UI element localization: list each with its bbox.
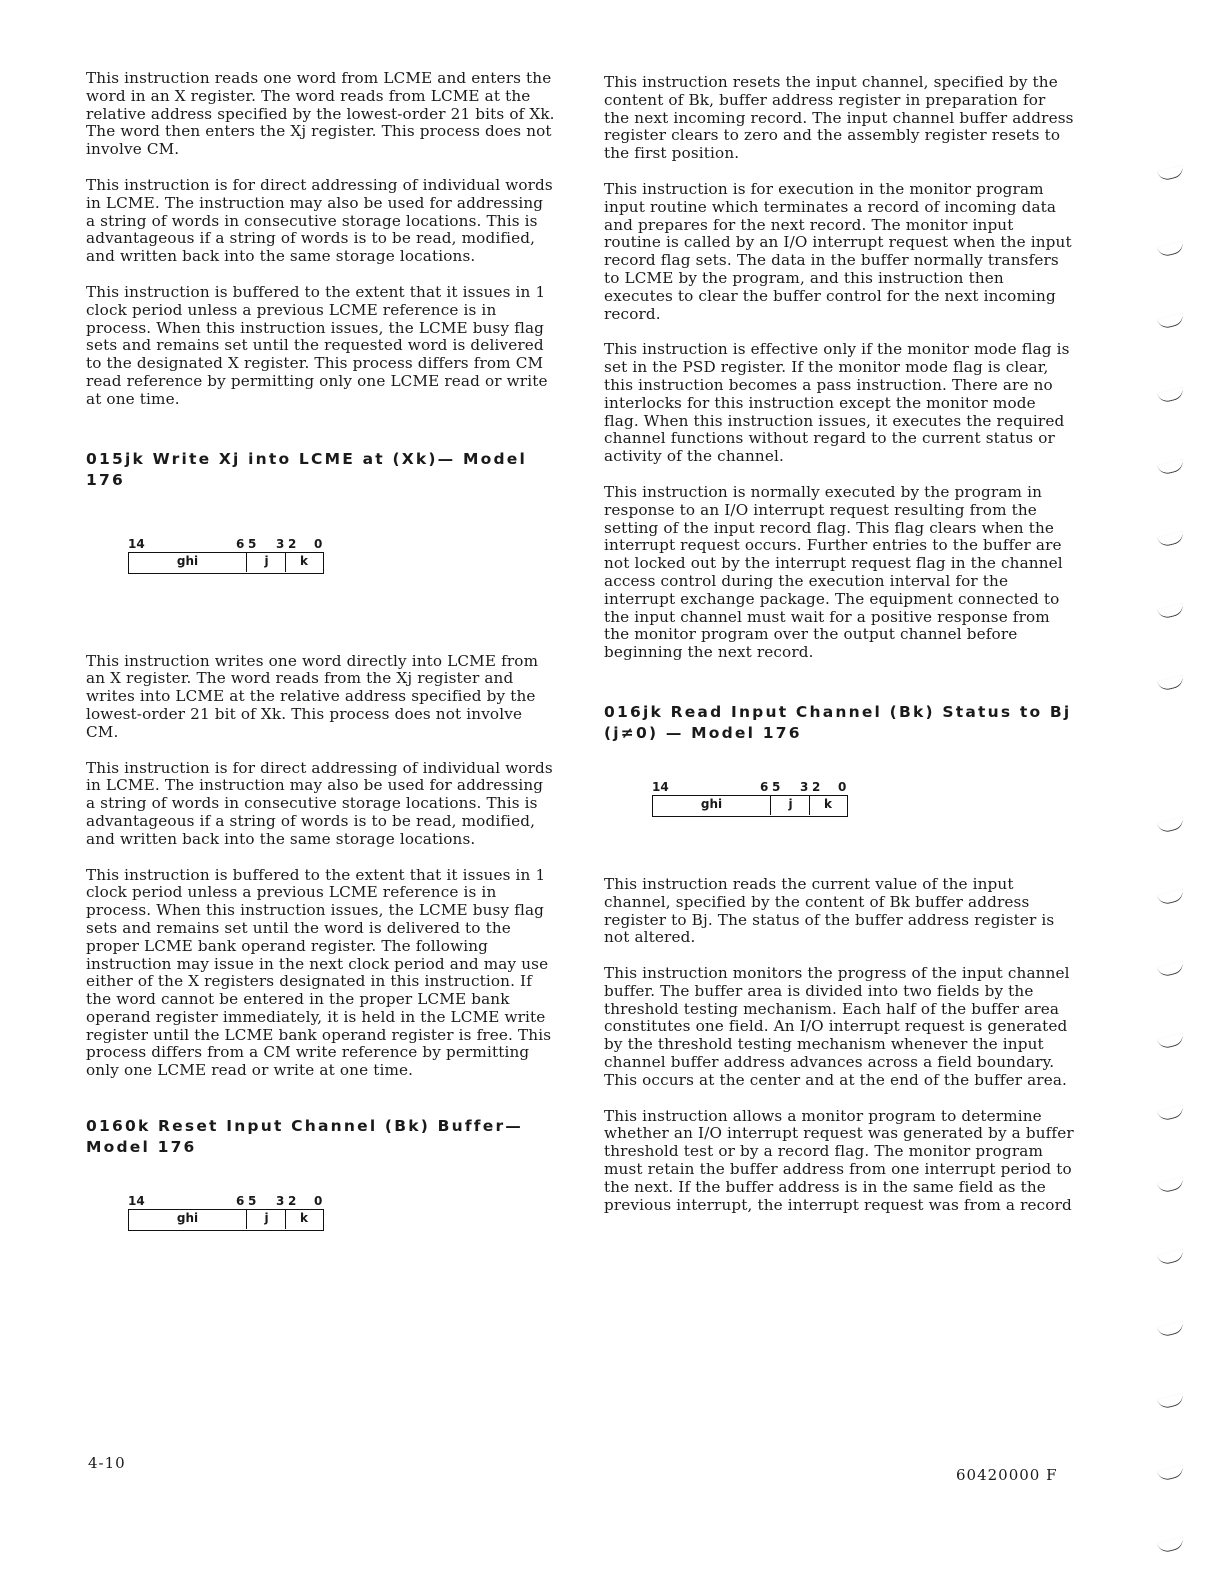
bit-label: 5 bbox=[772, 779, 781, 794]
field-j: j bbox=[770, 796, 810, 815]
bit-label: 6 bbox=[236, 1194, 245, 1209]
paragraph: This instruction is for execution in the monitor program input routine which terminates a record of incoming data and prepares for the next record. The monitor input routine is called by an I/O interrupt request when the input record flag sets. The data in the buffer normally transfers to LCME by the program, and this instruction then executes to clear the buffer control for the next incoming record. bbox=[604, 179, 1072, 323]
format-box bbox=[128, 1209, 324, 1231]
bit-label: 6 bbox=[760, 779, 769, 794]
margin-binding-mark bbox=[1157, 1033, 1185, 1050]
paragraph: This instruction reads one word from LCME and enters the word in an X register. The word reads from LCME at the relative address specified by the lowest-order 21 bits of Xk. The word then enters the Xj register. This process does not involve CM. bbox=[86, 69, 555, 159]
margin-binding-mark bbox=[1157, 675, 1185, 692]
page-number: 4-10 bbox=[88, 1454, 126, 1472]
paragraph: This instruction writes one word directly into LCME from an X register. The word reads from the Xj register and writes into LCME at the relative address specified by the lowest-order 21 bit of Xk. This process does not involve CM. bbox=[86, 651, 539, 741]
margin-binding-mark bbox=[1157, 531, 1185, 548]
margin-binding-mark bbox=[1157, 1537, 1185, 1554]
margin-binding-mark bbox=[1157, 165, 1185, 182]
margin-binding-mark bbox=[1157, 313, 1185, 330]
margin-binding-mark bbox=[1157, 1393, 1185, 1410]
bit-label: 3 bbox=[276, 1194, 285, 1209]
bit-positions bbox=[652, 780, 852, 794]
paragraph: This instruction resets the input channel, specified by the content of Bk, buffer address register in preparation for the next incoming record. The input channel buffer address register clears to zero and the assembly register resets to the first position. bbox=[604, 73, 1074, 163]
paragraph: This instruction is for direct addressing of individual words in LCME. The instruction may also be used for addressing a string of words in consecutive storage locations. This is advantageous if a string of words is to be read, modified, and written back into the same storage locations. bbox=[86, 175, 553, 266]
margin-binding-mark bbox=[1157, 603, 1185, 620]
bit-label: 14 bbox=[128, 536, 145, 551]
margin-binding-mark bbox=[1157, 817, 1185, 834]
margin-binding-mark bbox=[1157, 241, 1185, 258]
margin-binding-mark bbox=[1157, 961, 1185, 978]
paragraph: This instruction reads the current value of the input channel, specified by the content of Bk buffer address register to Bj. The status of the buffer address register is not altered. bbox=[604, 874, 1055, 947]
field-k: k bbox=[285, 1210, 322, 1229]
field-k: k bbox=[809, 796, 846, 815]
format-box bbox=[652, 795, 848, 817]
bit-label: 2 bbox=[288, 536, 297, 551]
section-heading-016jk-line1: 016jk Read Input Channel (Bk) Status to Bj bbox=[604, 702, 1072, 721]
bit-label: 0 bbox=[314, 1194, 323, 1209]
bit-positions bbox=[128, 1194, 328, 1208]
bit-label: 14 bbox=[128, 1194, 145, 1209]
margin-binding-mark bbox=[1157, 459, 1185, 476]
margin-binding-mark bbox=[1157, 1105, 1185, 1122]
paragraph: This instruction is buffered to the extent that it issues in 1 clock period unless a previous LCME reference is in process. When this instruction issues, the LCME busy flag sets and remains set until the requested word is delivered to the designated X register. This process differs from CM read reference by permitting only one LCME read or write at one time. bbox=[86, 282, 548, 408]
paragraph: This instruction is buffered to the extent that it issues in 1 clock period unless a previous LCME reference is in process. When this instruction issues, the LCME busy flag sets and remains set until the word is delivered to the proper LCME bank operand register. The following instruction may issue in the next clock period and may use either of the X registers designated in this instruction. If the word cannot be entered in the proper LCME bank operand register immediately, it is held in the LCME write register until the LCME bank operand register is free. This process differs from a CM write reference by permitting only one LCME read or write at one time. bbox=[86, 865, 552, 1080]
bit-label: 0 bbox=[314, 536, 323, 551]
bit-label: 3 bbox=[800, 779, 809, 794]
paragraph: This instruction is effective only if the monitor mode flag is set in the PSD register. If the monitor mode flag is clear, this instruction becomes a pass instruction. There are no interlocks for this instruction except the monitor mode flag. When this instruction issues, it executes the required channel functions without regard to the current status or activity of the channel. bbox=[604, 340, 1070, 466]
instruction-format-diagram bbox=[652, 780, 852, 824]
margin-binding-mark bbox=[1157, 1249, 1185, 1266]
paragraph: This instruction allows a monitor program to determine whether an I/O interrupt request was generated by a buffer threshold test or by a record flag. The monitor program must retain the buffer address from one interrupt period to the next. If the buffer address is in the same field as the previous interrupt, the interrupt request was from a record bbox=[604, 1106, 1074, 1214]
bit-label: 6 bbox=[236, 536, 245, 551]
bit-label: 14 bbox=[652, 779, 669, 794]
instruction-format-diagram bbox=[128, 1194, 328, 1238]
field-j: j bbox=[246, 1210, 286, 1229]
bit-label: 3 bbox=[276, 536, 285, 551]
margin-binding-mark bbox=[1157, 1321, 1185, 1338]
bit-label: 0 bbox=[838, 779, 847, 794]
document-number: 60420000 F bbox=[956, 1466, 1058, 1484]
bit-label: 5 bbox=[248, 536, 257, 551]
field-k: k bbox=[285, 553, 322, 572]
paragraph: This instruction monitors the progress of the input channel buffer. The buffer area is divided into two fields by the threshold testing mechanism. Each half of the buffer area constitutes one field. An I/O interrupt request is generated by the threshold testing mechanism whenever the input channel buffer address advances across a field boundary. This occurs at the center and at the end of the buffer area. bbox=[604, 964, 1070, 1089]
section-heading-015jk: 015jk Write Xj into LCME at (Xk)— Model 176 bbox=[86, 449, 527, 489]
field-ghi: ghi bbox=[700, 796, 723, 811]
bit-label: 5 bbox=[248, 1194, 257, 1209]
section-heading-0160k-line2: Model 176 bbox=[86, 1138, 197, 1157]
margin-binding-mark bbox=[1157, 1177, 1185, 1194]
section-heading-016jk-line2: (j≠0) — Model 176 bbox=[604, 723, 802, 742]
margin-binding-mark bbox=[1157, 1465, 1185, 1482]
margin-binding-mark bbox=[1157, 889, 1185, 906]
instruction-format-diagram bbox=[128, 537, 328, 581]
field-ghi: ghi bbox=[176, 1211, 199, 1226]
margin-binding-mark bbox=[1157, 387, 1185, 404]
paragraph: This instruction is for direct addressing of individual words in LCME. The instruction may also be used for addressing a string of words in consecutive storage locations. This is advantageous if a string of words is to be read, modified, and written back into the same storage locations. bbox=[86, 758, 553, 848]
left-column bbox=[86, 70, 556, 1238]
field-ghi: ghi bbox=[176, 553, 199, 568]
format-box bbox=[128, 552, 324, 574]
bit-label: 2 bbox=[288, 1194, 297, 1209]
bit-positions bbox=[128, 537, 328, 551]
section-heading-0160k-line1: 0160k Reset Input Channel (Bk) Buffer— bbox=[86, 1117, 524, 1136]
right-column bbox=[604, 74, 1074, 1232]
paragraph: This instruction is normally executed by the program in response to an I/O interrupt request resulting from the setting of the input record flag. This flag clears when the interrupt request occurs. Further entries to the buffer are not locked out by the interrupt request flag in the channel access control during the execution interval for the interrupt exchange package. The equipment connected to the input channel must wait for a positive response from the monitor program over the output channel before beginning the next record. bbox=[604, 482, 1063, 662]
field-j: j bbox=[246, 553, 286, 572]
bit-label: 2 bbox=[812, 779, 821, 794]
